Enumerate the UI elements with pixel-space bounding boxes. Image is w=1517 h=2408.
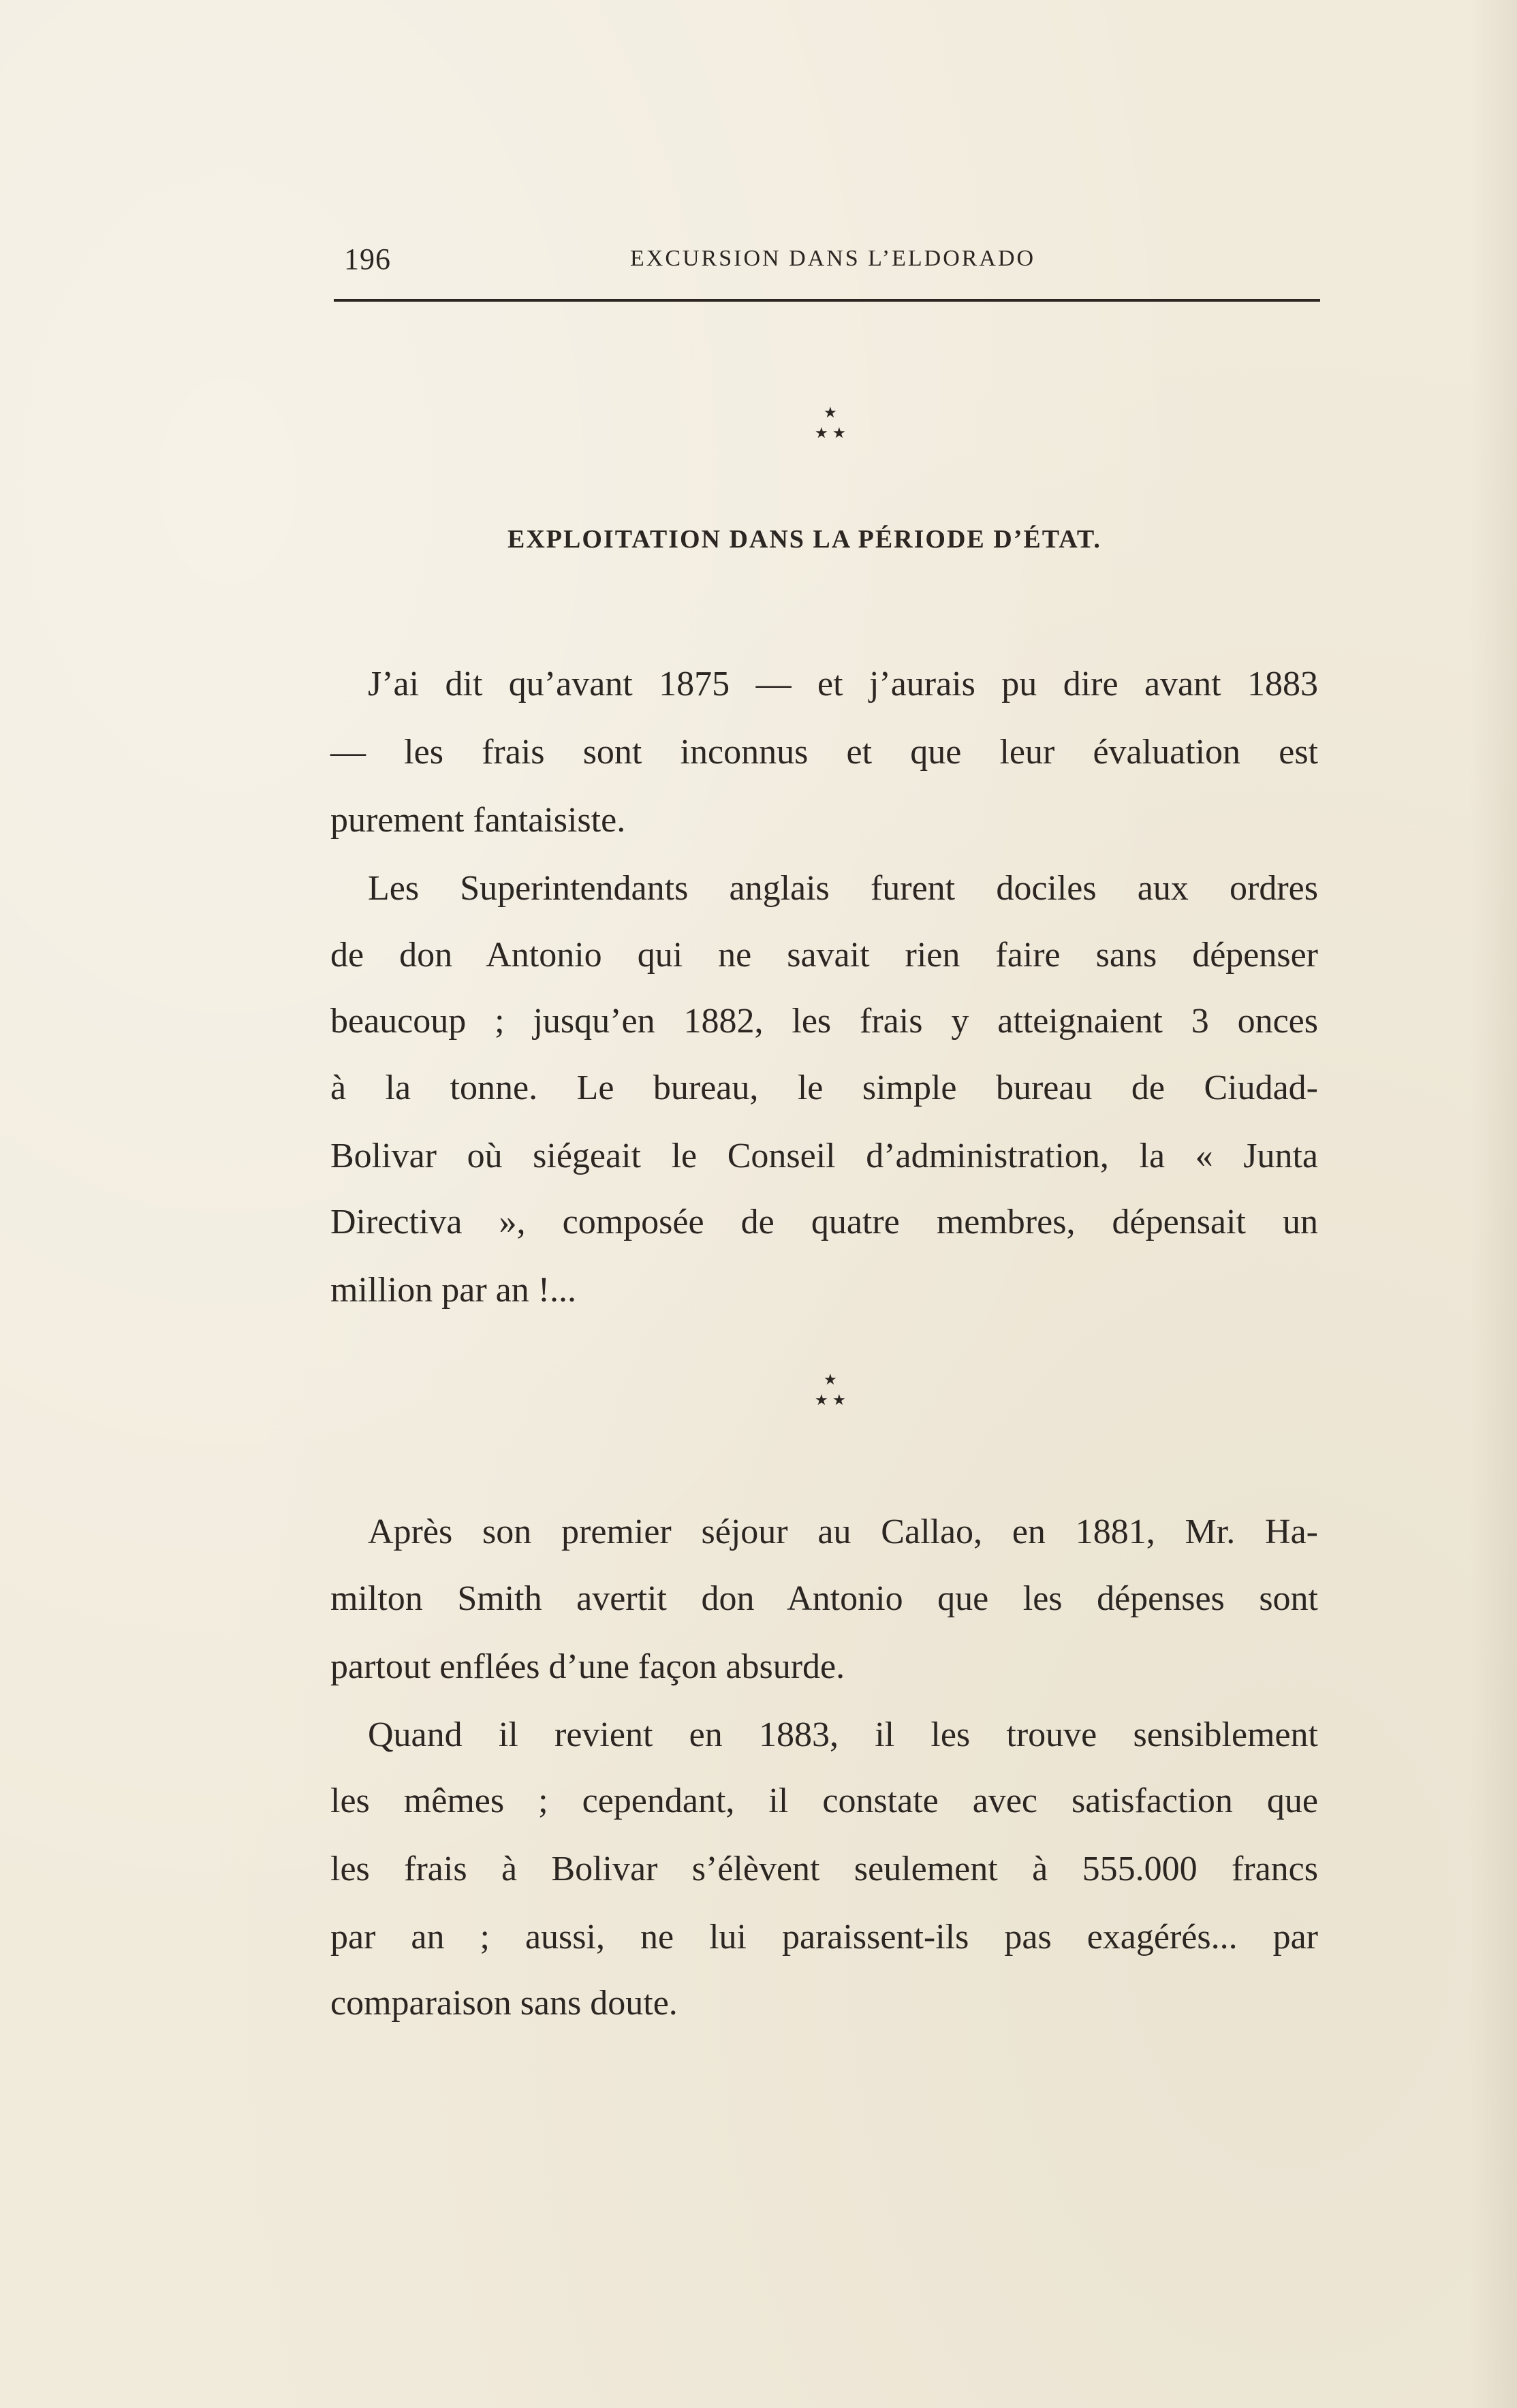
text-line: Bolivar où siégeait le Conseil d’administration, la « Junta bbox=[330, 1137, 1318, 1175]
page-number: 196 bbox=[344, 242, 391, 276]
asterism-star-icon: ★ bbox=[815, 424, 828, 441]
text-line: J’ai dit qu’avant 1875 — et j’aurais pu dire avant 1883 bbox=[368, 665, 1318, 703]
asterism-star-icon: ★ bbox=[832, 424, 846, 441]
asterism-middle bbox=[796, 1372, 864, 1413]
text-line: — les frais sont inconnus et que leur évaluation est bbox=[330, 733, 1318, 772]
text-line: Les Superintendants anglais furent dociles aux ordres bbox=[368, 869, 1318, 908]
text-line: Après son premier séjour au Callao, en 1881, Mr. Ha- bbox=[368, 1512, 1318, 1551]
asterism-star-icon: ★ bbox=[824, 1371, 837, 1388]
running-title: EXCURSION DANS L’ELDORADO bbox=[630, 246, 1036, 271]
section-title: EXPLOITATION DANS LA PÉRIODE D’ÉTAT. bbox=[507, 525, 1101, 554]
text-line: par an ; aussi, ne lui paraissent-ils pas exagérés... par bbox=[330, 1918, 1318, 1956]
text-line: milton Smith avertit don Antonio que les dépenses sont bbox=[330, 1579, 1318, 1618]
header-rule bbox=[334, 299, 1320, 302]
text-line: à la tonne. Le bureau, le simple bureau de Ciudad- bbox=[330, 1068, 1318, 1107]
text-line: les mêmes ; cependant, il constate avec satisfaction que bbox=[330, 1781, 1318, 1820]
text-line: purement fantaisiste. bbox=[330, 801, 626, 840]
text-line: partout enflées d’une façon absurde. bbox=[330, 1647, 845, 1686]
text-line: Directiva », composée de quatre membres, dépensait un bbox=[330, 1203, 1318, 1241]
text-line: Quand il revient en 1883, il les trouve sensiblement bbox=[368, 1715, 1318, 1754]
text-line: beaucoup ; jusqu’en 1882, les frais y atteignaient 3 onces bbox=[330, 1002, 1318, 1041]
asterism-star-icon: ★ bbox=[815, 1391, 828, 1408]
running-header bbox=[344, 242, 1318, 289]
asterism-top bbox=[796, 405, 864, 446]
asterism-star-icon: ★ bbox=[832, 1391, 846, 1408]
text-line: de don Antonio qui ne savait rien faire sans dépenser bbox=[330, 936, 1318, 975]
asterism-star-icon: ★ bbox=[824, 404, 837, 421]
text-line: comparaison sans doute. bbox=[330, 1984, 678, 2023]
text-line: million par an !... bbox=[330, 1271, 577, 1310]
text-line: les frais à Bolivar s’élèvent seulement à 555.000 francs bbox=[330, 1850, 1318, 1888]
